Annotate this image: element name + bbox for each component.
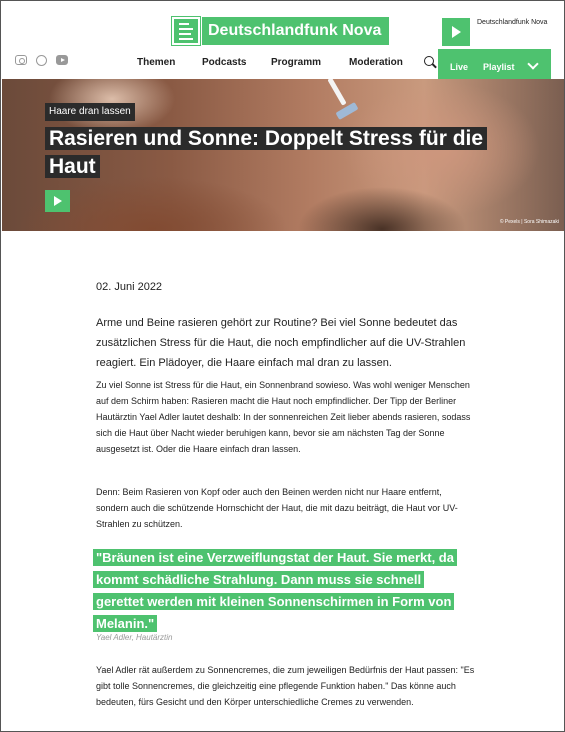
playlist-button[interactable]: Playlist	[483, 62, 515, 72]
nav-item-podcasts[interactable]: Podcasts	[202, 57, 247, 68]
youtube-icon[interactable]	[56, 55, 68, 65]
article-kicker: Haare dran lassen	[45, 103, 135, 121]
article-title-text: Rasieren und Sonne: Doppelt Stress für die Haut	[45, 127, 487, 178]
article-paragraph: Zu viel Sonne ist Stress für die Haut, ein Sonnenbrand sowieso. Was wohl weniger Menschen auf dem Schirm haben: Rasieren macht die Haut noch empfindlicher. Der Tipp der Berliner Hautärztin Yael Adler lautet deshalb: In der sonnenreichen Zeit lieber abends rasieren, sodass sich die Haut über Nacht wieder beruhigen kann, bevor sie am nächsten Tag der Sonne ausgesetzt ist. Oder die Haare einfach dran lassen.	[96, 380, 471, 454]
mini-play-button[interactable]	[442, 18, 470, 46]
article-paragraph: Yael Adler rät außerdem zu Sonnencremes, die zum jeweiligen Bedürfnis der Haut passen: "Es gibt tolle Sonnencremes, die gleichzeitig eine pflegende Funktion haben." Das könne auch bedeuten, fürs Gesicht und den Körper unterschiedliche Cremes zu verwenden.	[96, 665, 475, 707]
spotify-icon[interactable]	[36, 55, 47, 66]
article-lead: Arme und Beine rasieren gehört zur Routine? Bei viel Sonne bedeutet das zusätzlichen Stress für die Haut, die noch empfindlicher auf die UV-Strahlen reagiert. Ein Plädoyer, die Haare einfach mal dran zu lassen.	[96, 317, 466, 369]
logo-mark-icon	[172, 17, 200, 45]
instagram-icon[interactable]	[15, 55, 27, 65]
pull-quote-text: "Bräunen ist eine Verzweiflungstat der Haut. Sie merkt, da kommt schädliche Strahlung. Dann muss sie schnell gerettet werden mit kleinen Sonnenschirmen in Form von Melanin."	[93, 549, 457, 632]
audio-play-button[interactable]	[45, 190, 70, 212]
play-icon	[54, 196, 62, 206]
live-button[interactable]: Live	[450, 62, 469, 72]
chevron-down-icon[interactable]	[527, 58, 538, 69]
site-logo[interactable]	[172, 17, 389, 45]
article-title	[45, 125, 525, 181]
live-player-bar	[438, 49, 551, 83]
article-date: 02. Juni 2022	[96, 281, 163, 293]
logo-text: Deutschlandfunk Nova	[202, 17, 389, 45]
nav-item-moderation[interactable]: Moderation	[349, 57, 403, 68]
play-icon	[452, 26, 461, 38]
photo-credit: © Pexels | Sora Shimazaki	[499, 219, 559, 225]
razor-handle	[327, 79, 346, 106]
social-links	[15, 55, 68, 66]
nav-item-themen[interactable]: Themen	[137, 57, 176, 68]
search-icon[interactable]	[424, 56, 434, 66]
razor-head	[335, 102, 358, 120]
mini-player-station: Deutschlandfunk Nova	[477, 19, 548, 26]
nav-item-programm[interactable]: Programm	[271, 57, 322, 68]
hero-image	[2, 79, 565, 231]
article-paragraph: Denn: Beim Rasieren von Kopf oder auch den Beinen werden nicht nur Haare entfernt, sondern auch die schützende Hornschicht der Haut, die mit dazu beiträgt, die Haut vor UV-Strahlen zu schützen.	[96, 487, 458, 529]
pull-quote	[93, 547, 468, 635]
quote-source: Yael Adler, Hautärztin	[96, 633, 173, 642]
